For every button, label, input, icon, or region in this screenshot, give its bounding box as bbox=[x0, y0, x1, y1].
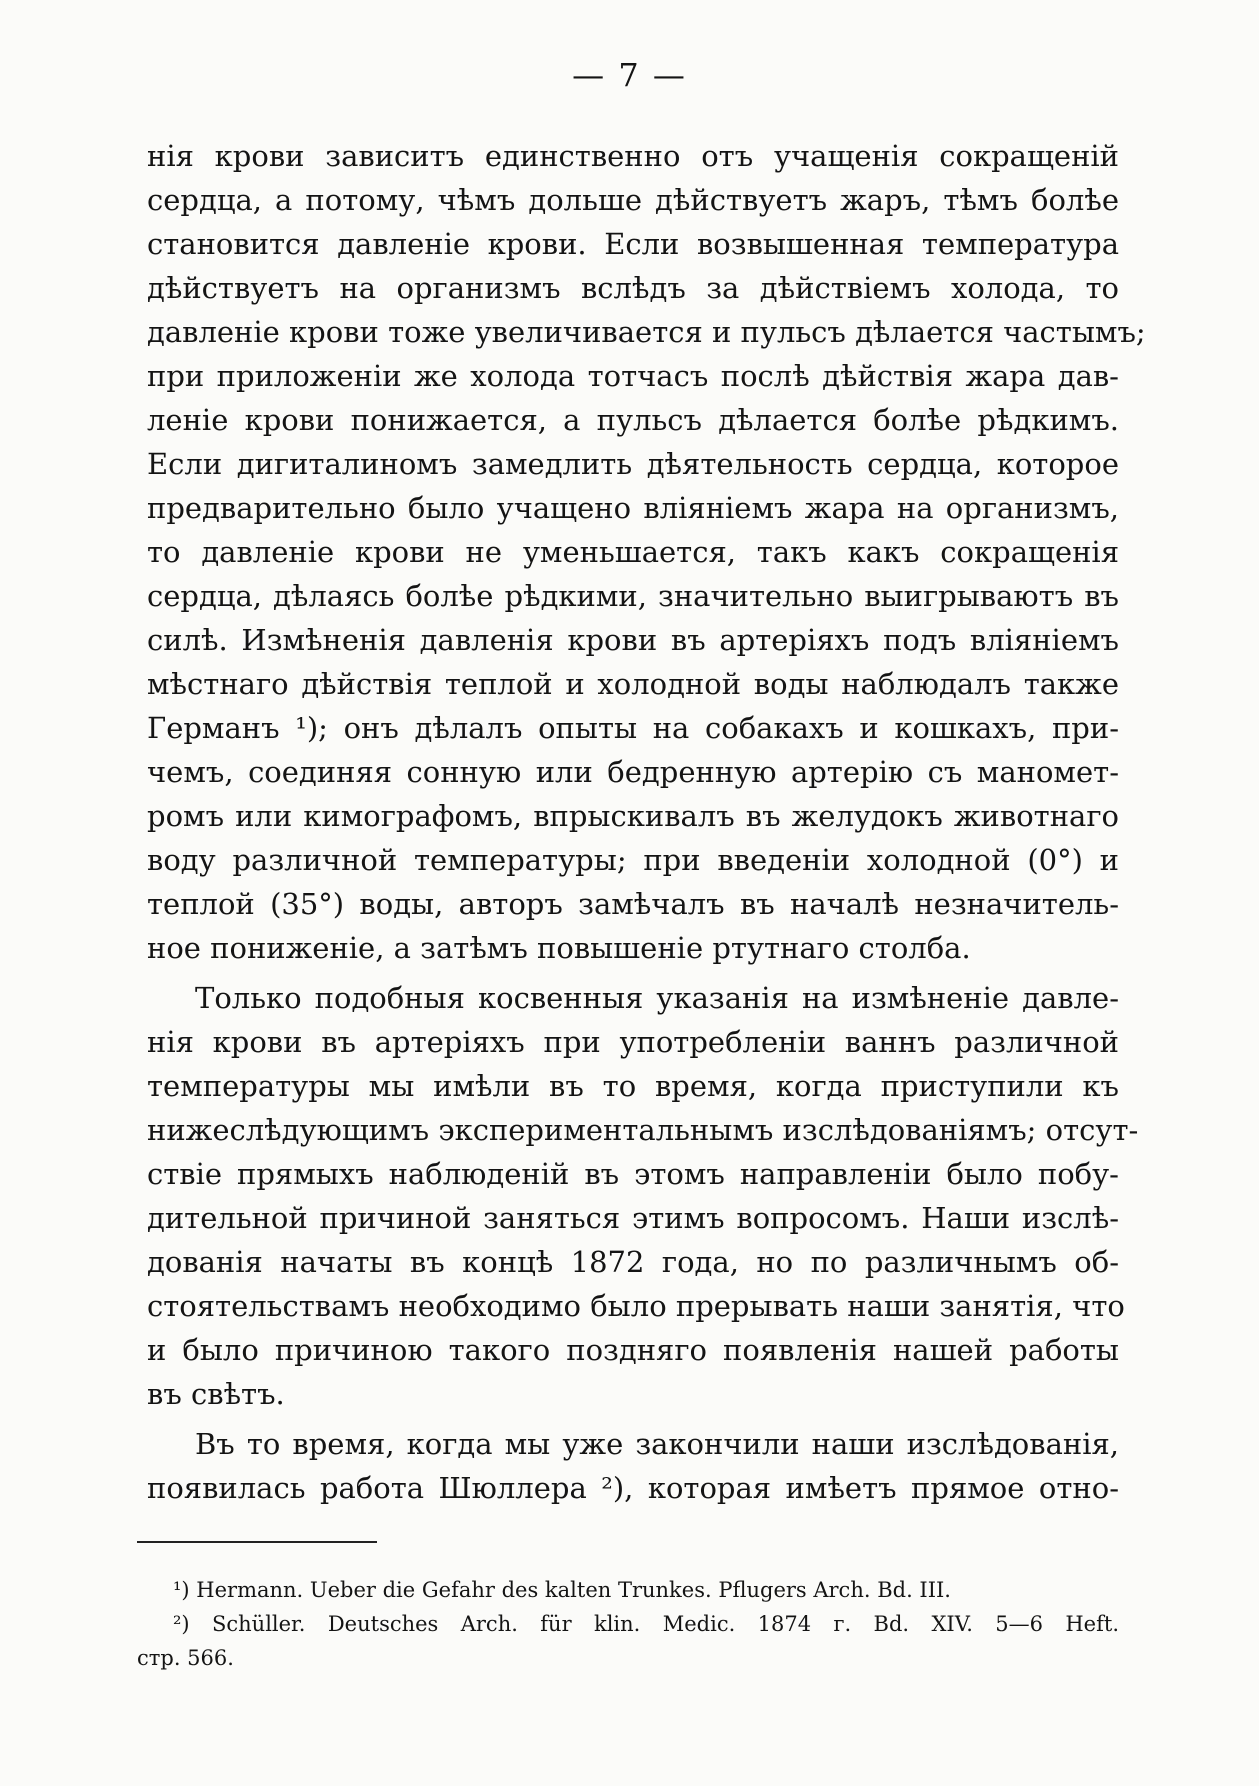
text-line: дѣйствуетъ на организмъ вслѣдъ за дѣйствіемъ холода, то bbox=[147, 271, 1119, 305]
text-line: воду различной температуры; при введеніи холодной (0°) и bbox=[147, 843, 1119, 877]
footnote-line: ¹) Hermann. Ueber die Gefahr des kalten Trunkes. Pflugers Arch. Bd. III. bbox=[173, 1578, 951, 1602]
text-line: сердца, дѣлаясь болѣе рѣдкими, значительно выигрываютъ въ bbox=[147, 579, 1119, 613]
footnote bbox=[137, 1573, 1119, 1607]
text-line: ромъ или кимографомъ, впрыскивалъ въ желудокъ животнаго bbox=[147, 799, 1119, 833]
text-line: леніе крови понижается, а пульсъ дѣлается болѣе рѣдкимъ. bbox=[147, 403, 1119, 437]
text-line: Въ то время, когда мы уже закончили наши изслѣдованія, bbox=[195, 1427, 1119, 1461]
text-line: появилась работа Шюллера ²), которая имѣетъ прямое отно- bbox=[147, 1471, 1119, 1505]
text-line: и было причиною такого поздняго появленія нашей работы bbox=[147, 1333, 1119, 1367]
text-line: то давленіе крови не уменьшается, такъ какъ сокращенія bbox=[147, 535, 1119, 569]
text-line: при приложеніи же холода тотчасъ послѣ дѣйствія жара дав- bbox=[147, 359, 1119, 393]
text-line: чемъ, соединяя сонную или бедренную артерію съ маномет- bbox=[147, 755, 1119, 789]
footnotes bbox=[137, 1573, 1119, 1675]
text-line: Германъ ¹); онъ дѣлалъ опыты на собакахъ и кошкахъ, при- bbox=[147, 711, 1119, 745]
text-line: ствіе прямыхъ наблюденій въ этомъ направленіи было побу- bbox=[147, 1157, 1119, 1191]
text-line: Только подобныя косвенныя указанія на измѣненіе давле- bbox=[195, 981, 1119, 1015]
footnote-divider bbox=[137, 1541, 377, 1543]
text-line: нія крови зависитъ единственно отъ учащенія сокращеній bbox=[147, 139, 1119, 173]
text-line: Если дигиталиномъ замедлить дѣятельность сердца, которое bbox=[147, 447, 1119, 481]
text-line: сердца, а потому, чѣмъ дольше дѣйствуетъ жаръ, тѣмъ болѣе bbox=[147, 183, 1119, 217]
text-line: давленіе крови тоже увеличивается и пульсъ дѣлается частымъ; bbox=[147, 315, 1146, 349]
text-line: предварительно было учащено вліяніемъ жара на организмъ, bbox=[147, 491, 1119, 525]
paragraph bbox=[147, 976, 1139, 1416]
text-line: въ свѣтъ. bbox=[147, 1377, 285, 1411]
text-line: дительной причиной заняться этимъ вопросомъ. Наши изслѣ- bbox=[147, 1201, 1119, 1235]
text-line: силѣ. Измѣненія давленія крови въ артеріяхъ подъ вліяніемъ bbox=[147, 623, 1119, 657]
text-line: нижеслѣдующимъ экспериментальнымъ изслѣдованіямъ; отсут- bbox=[147, 1113, 1139, 1147]
text-line: становится давленіе крови. Если возвышенная температура bbox=[147, 227, 1119, 261]
body-text bbox=[147, 134, 1146, 1516]
text-line: нія крови въ артеріяхъ при употребленіи ваннъ различной bbox=[147, 1025, 1119, 1059]
text-line: дованія начаты въ концѣ 1872 года, но по различнымъ об- bbox=[147, 1245, 1119, 1279]
footnote-line: стр. 566. bbox=[137, 1646, 234, 1670]
footnote-line: ²) Schüller. Deutsches Arch. für klin. Medic. 1874 г. Bd. XIV. 5—6 Heft. bbox=[173, 1612, 1119, 1636]
text-line: мѣстнаго дѣйствія теплой и холодной воды наблюдалъ также bbox=[147, 667, 1119, 701]
page-number: — 7 — bbox=[572, 56, 687, 94]
text-line: стоятельствамъ необходимо было прерывать наши занятія, что bbox=[147, 1289, 1125, 1323]
paragraph bbox=[147, 134, 1146, 970]
text-line: теплой (35°) воды, авторъ замѣчалъ въ началѣ незначитель- bbox=[147, 887, 1119, 921]
text-line: ное пониженіе, а затѣмъ повышеніе ртутнаго столба. bbox=[147, 931, 971, 965]
text-line: температуры мы имѣли въ то время, когда приступили къ bbox=[147, 1069, 1119, 1103]
footnote bbox=[137, 1607, 1119, 1675]
paragraph bbox=[147, 1422, 1119, 1510]
